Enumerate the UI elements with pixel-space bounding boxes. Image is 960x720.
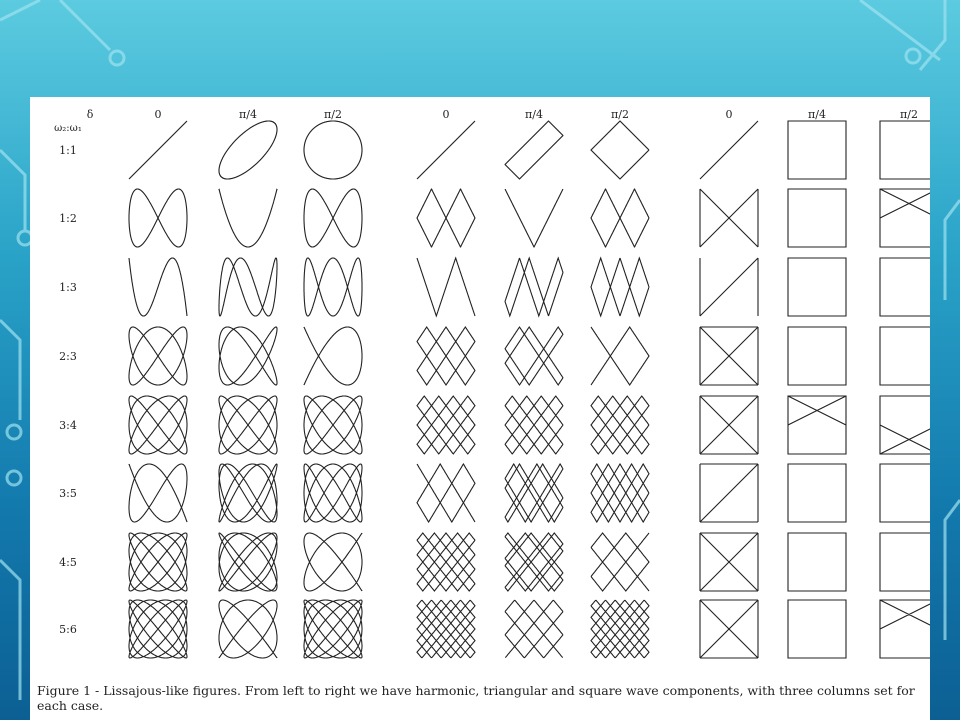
phase-label: π/4	[239, 108, 257, 121]
lissajous-curve	[700, 600, 758, 658]
ratio-label: 1:2	[59, 212, 77, 225]
lissajous-curve	[505, 327, 563, 385]
lissajous-curve	[788, 396, 846, 454]
lissajous-curve	[505, 396, 563, 454]
lissajous-curve	[417, 327, 475, 385]
lissajous-curve	[304, 464, 362, 522]
lissajous-curve	[219, 258, 277, 316]
ratio-header: ω₂:ω₁	[54, 123, 82, 134]
phase-headers	[155, 108, 918, 121]
lissajous-curve	[219, 533, 277, 591]
phase-label: π/4	[808, 108, 826, 121]
phase-label: π/2	[611, 108, 629, 121]
lissajous-curve	[788, 189, 846, 247]
lissajous-curve	[304, 533, 362, 591]
row-labels	[59, 144, 77, 636]
lissajous-curve	[129, 600, 187, 658]
phase-label: π/2	[900, 108, 918, 121]
lissajous-curve	[417, 189, 475, 247]
lissajous-curve	[304, 189, 362, 247]
lissajous-curve	[788, 121, 846, 179]
lissajous-curve	[304, 327, 362, 385]
lissajous-curve	[880, 258, 930, 316]
lissajous-curve	[591, 327, 649, 385]
phase-label: 0	[154, 108, 162, 121]
lissajous-curve	[505, 464, 563, 522]
lissajous-curve	[880, 464, 930, 522]
lissajous-curve	[505, 258, 563, 316]
lissajous-curve	[700, 121, 758, 179]
figure-panel	[30, 97, 930, 720]
lissajous-curve	[304, 600, 362, 658]
ratio-label: 4:5	[59, 556, 77, 569]
curves	[129, 121, 930, 658]
lissajous-curve	[417, 533, 475, 591]
phase-label: 0	[725, 108, 733, 121]
lissajous-curve	[219, 600, 277, 658]
phase-label: π/4	[525, 108, 543, 121]
lissajous-curve	[880, 121, 930, 179]
lissajous-curve	[880, 189, 930, 247]
phase-label: π/2	[324, 108, 342, 121]
lissajous-curve	[880, 396, 930, 454]
lissajous-curve	[129, 533, 187, 591]
lissajous-curve	[129, 189, 187, 247]
lissajous-curve	[788, 327, 846, 385]
lissajous-curve	[788, 258, 846, 316]
lissajous-curve	[788, 464, 846, 522]
lissajous-curve	[700, 189, 758, 247]
lissajous-curve	[505, 600, 562, 657]
lissajous-curve	[304, 396, 362, 454]
lissajous-curve	[505, 121, 563, 179]
figure-caption: Figure 1 - Lissajous-like figures. From left to right we have harmonic, triangular and square wave components, with three columns set for each case.	[37, 683, 915, 713]
lissajous-curve	[219, 189, 277, 247]
lissajous-curve	[219, 396, 277, 454]
lissajous-curve	[591, 121, 649, 179]
lissajous-curve	[417, 396, 475, 454]
lissajous-curve	[700, 533, 758, 591]
lissajous-figure-grid	[30, 97, 930, 682]
lissajous-curve	[700, 327, 758, 385]
lissajous-curve	[417, 600, 475, 657]
delta-label: δ	[86, 108, 94, 121]
lissajous-curve	[129, 396, 187, 454]
lissajous-curve	[219, 327, 277, 385]
lissajous-curve	[219, 464, 277, 522]
lissajous-curve	[505, 189, 563, 247]
lissajous-curve	[591, 533, 649, 591]
lissajous-curve	[417, 121, 475, 179]
lissajous-curve	[591, 258, 649, 316]
lissajous-curve	[788, 600, 846, 658]
lissajous-curve	[880, 600, 930, 658]
ratio-label: 1:3	[59, 281, 77, 294]
ratio-label: 1:1	[59, 144, 77, 157]
lissajous-curve	[304, 121, 362, 179]
lissajous-curve	[505, 533, 563, 591]
lissajous-curve	[129, 464, 187, 522]
lissajous-curve	[417, 464, 475, 522]
ratio-label: 2:3	[59, 350, 77, 363]
ratio-label: 3:5	[59, 487, 77, 500]
lissajous-curve	[304, 258, 362, 316]
lissajous-curve	[700, 396, 758, 454]
lissajous-curve	[880, 327, 930, 385]
ratio-label: 3:4	[59, 419, 77, 432]
lissajous-curve	[591, 600, 649, 657]
lissajous-curve	[591, 189, 649, 247]
lissajous-curve	[591, 396, 649, 454]
lissajous-curve	[700, 258, 758, 316]
lissajous-curve	[788, 533, 846, 591]
lissajous-curve	[219, 121, 277, 179]
lissajous-curve	[129, 258, 187, 316]
lissajous-curve	[700, 464, 758, 522]
lissajous-curve	[129, 121, 187, 179]
lissajous-curve	[880, 533, 930, 591]
ratio-label: 5:6	[59, 623, 77, 636]
lissajous-curve	[417, 258, 475, 316]
lissajous-curve	[591, 464, 649, 522]
phase-label: 0	[442, 108, 450, 121]
lissajous-curve	[129, 327, 187, 385]
